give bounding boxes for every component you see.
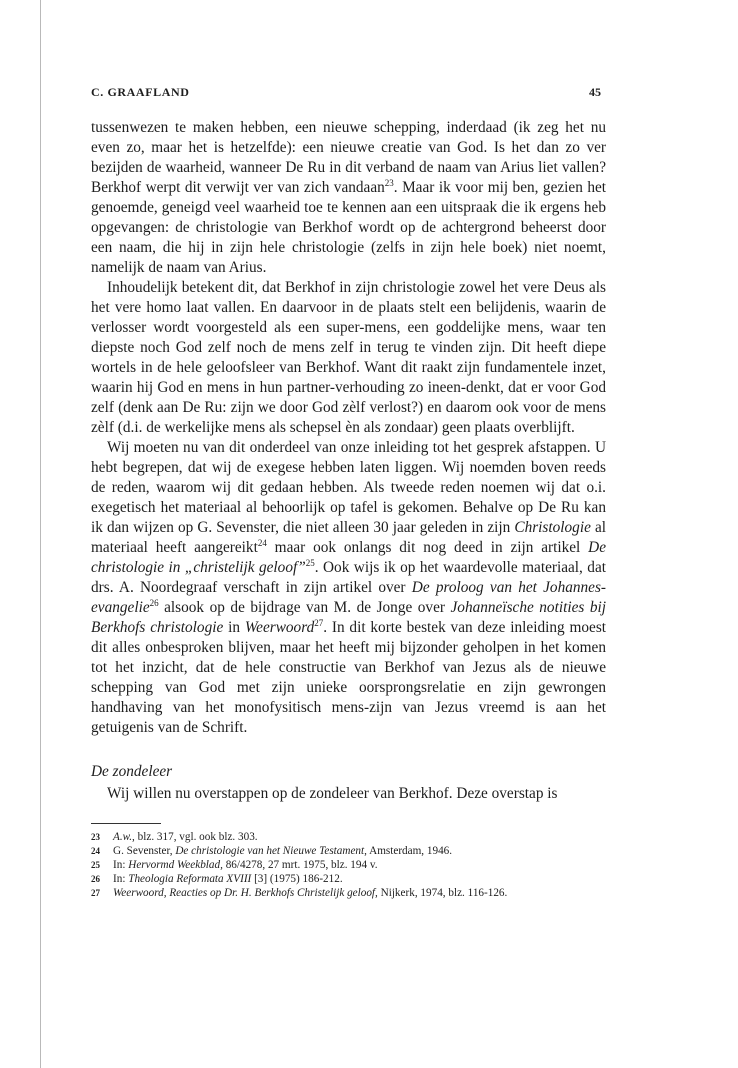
footnote-separator (91, 823, 161, 824)
footnote-text: [3] (1975) 186-212. (251, 873, 343, 885)
footnote-25 (91, 858, 611, 872)
body-text (91, 118, 606, 804)
footnote-ref-25[interactable]: 25 (305, 557, 315, 568)
paragraph-3: Wij moeten nu van dit onderdeel van onze inleiding tot het gesprek afstappen. U hebt begrepen, dat wij de exegese hebben laten liggen. Wij noemden boven reeds de reden, waarom wij dit gedaan hebben. Als tweede reden noemen wij dat o.i. exegetisch het materiaal al behoorlijk op tafel is gekomen. Behalve op De Ru kan ik dan wijzen op G. Sevenster, die niet alleen 30 jaar geleden in zijn Christologie al materiaal heeft aangereikt$^{24}$ maar ook onlangs dit nog deed in zijn artikel De christologie in „christelijk geloof”$^{25}$. Ook wijs ik op het waardevolle materiaal, dat drs. A. Noordegraaf verschaft in zijn artikel over De proloog van het Johannes-evangelie$^{26}$ alsook op de bijdrage van M. de Jonge over Johanneïsche notities bij Berkhofs christologie in Weerwoord$^{27}$. In dit korte bestek van deze inleiding moest dit alles onbesproken blijven, maar het heeft mij bijzonder geholpen in het komen tot het inzicht, dat de hele constructie van Berkhof van Jezus als de nieuwe schepping van God met zijn unieke oorsprongsrelatie en zijn gewrongen handhaving van het monofysitisch mens-zijn van Jezus vreemd is aan het getuigenis van de Schrift. (91, 439, 607, 736)
footnote-text: In: (113, 859, 129, 871)
footnote-text: Nijkerk, 1974, blz. 116-126. (377, 887, 508, 899)
paragraph-4: Wij willen nu overstappen op de zondeleer van Berkhof. Deze overstap is (107, 785, 558, 802)
footnote-text: , Amsterdam, 1946. (364, 845, 453, 857)
footnote-text: In: (113, 873, 129, 885)
footnote-27 (91, 886, 611, 900)
footnote-ref-24[interactable]: 24 (257, 537, 267, 548)
footnote-text: Hervormd Weekblad, (128, 859, 223, 871)
footnote-number: 27 (91, 888, 100, 898)
footnote-ref-23[interactable]: 23 (384, 177, 394, 188)
page-number: 45 (589, 85, 601, 99)
page-binding-edge (40, 0, 41, 1068)
footnote-text: De christologie van het Nieuwe Testament (175, 845, 365, 857)
footnote-ref-26[interactable]: 26 (149, 597, 159, 608)
footnote-number: 23 (91, 832, 100, 842)
footnote-number: 25 (91, 860, 100, 870)
paragraph-2: Inhoudelijk betekent dit, dat Berkhof in zijn christologie zowel het vere Deus als het vere homo laat vallen. En daarvoor in de plaats stelt een belijdenis, waarin de verlosser wordt voorgesteld als een super-mens, een goddelijke mens, waar ten diepste noch God zelf noch de mens zelf in terug te vinden zijn. Dit heeft diepe wortels in de hele geloofsleer van Berkhof. Want dit raakt zijn fundamentele inzet, waarin hij God en mens in hun partner-verhouding zo ineen-denkt, dat er voor God zelf (denk aan De Ru: zijn we door God zèlf verlost?) en daarom ook voor de mens zèlf (d.i. de werkelijke mens als schepsel èn als zondaar) geen plaats overblijft. (91, 279, 606, 436)
section-heading: De zondeleer (91, 763, 173, 780)
footnote-text: blz. 317, vgl. ook blz. 303. (134, 831, 258, 843)
footnote-24 (91, 844, 611, 858)
footnote-number: 24 (91, 846, 100, 856)
footnote-number: 26 (91, 874, 100, 884)
footnotes (91, 830, 611, 900)
paragraph-1: tussenwezen te maken hebben, een nieuwe schepping, inderdaad (ik zeg het nu even zo, maar het is hetzelfde): een nieuwe creatie van God. Is het dan zo ver bezijden de waarheid, wanneer De Ru in dit verband de naam van Arius liet vallen? Berkhof werpt dit verwijt ver van zich vandaan$^{23}$. Maar ik voor mij ben, gezien het genoemde, geneigd veel waarheid toe te kennen aan een uitspraak die ik ergens heb opgevangen: de christologie van Berkhof wordt op de achtergrond beheerst door een naam, die hij in zijn hele christologie (zelfs in zijn hele boek) niet noemt, namelijk de naam van Arius. (91, 119, 607, 276)
footnote-text: G. Sevenster, (113, 845, 176, 857)
footnote-26 (91, 872, 611, 886)
footnote-text: Theologia Reformata XVIII (128, 873, 252, 885)
page-header (91, 85, 601, 101)
footnote-text: A.w., (113, 831, 135, 843)
footnote-text: Weerwoord, Reacties op Dr. H. Berkhofs Christelijk geloof, (113, 887, 378, 899)
footnote-text: 86/4278, 27 mrt. 1975, blz. 194 v. (222, 859, 378, 871)
footnote-23 (91, 830, 611, 844)
footnote-ref-27[interactable]: 27 (314, 617, 324, 628)
running-head: C. GRAAFLAND (91, 85, 190, 99)
